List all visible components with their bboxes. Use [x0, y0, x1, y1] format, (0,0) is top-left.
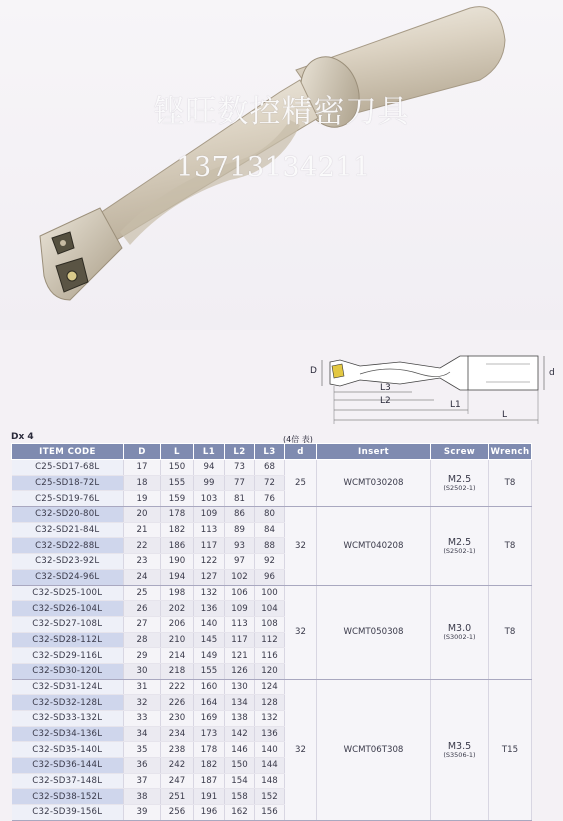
- header-L3: L3: [255, 444, 285, 460]
- L3-cell: 152: [255, 789, 285, 805]
- L2-cell: 86: [225, 507, 255, 523]
- L-cell: 182: [161, 522, 194, 538]
- L-cell: 238: [161, 742, 194, 758]
- L-cell: 222: [161, 679, 194, 695]
- L2-cell: 162: [225, 805, 255, 821]
- wrench-cell: T8: [489, 507, 532, 585]
- L1-cell: 136: [194, 601, 225, 617]
- shank-d-cell: 32: [285, 507, 317, 585]
- item-code-cell: C32-SD23-92L: [12, 554, 124, 570]
- L1-cell: 196: [194, 805, 225, 821]
- item-code-cell: C32-SD20-80L: [12, 507, 124, 523]
- D-cell: 39: [124, 805, 161, 821]
- screw-cell: [431, 460, 489, 507]
- item-code-cell: C32-SD34-136L: [12, 726, 124, 742]
- screw-size: M3.5: [447, 740, 472, 752]
- wrench-cell: T8: [489, 460, 532, 507]
- L1-cell: 127: [194, 569, 225, 585]
- L2-cell: 150: [225, 758, 255, 774]
- L-cell: 210: [161, 632, 194, 648]
- shank-d-cell: 32: [285, 679, 317, 820]
- screw-cell: [431, 507, 489, 585]
- dim-label-D: D: [310, 366, 317, 376]
- L1-cell: 113: [194, 522, 225, 538]
- L2-cell: 138: [225, 711, 255, 727]
- L1-cell: 178: [194, 742, 225, 758]
- L3-cell: 112: [255, 632, 285, 648]
- insert-cell: WCMT050308: [317, 585, 431, 679]
- L-cell: 251: [161, 789, 194, 805]
- header-D: D: [124, 444, 161, 460]
- L3-cell: 132: [255, 711, 285, 727]
- insert-cell: WCMT040208: [317, 507, 431, 585]
- L3-cell: 100: [255, 585, 285, 601]
- L3-cell: 92: [255, 554, 285, 570]
- D-cell: 28: [124, 632, 161, 648]
- shank-d-cell: 32: [285, 585, 317, 679]
- header-d: d: [285, 444, 317, 460]
- D-cell: 31: [124, 679, 161, 695]
- L2-cell: 102: [225, 569, 255, 585]
- table-row: [12, 679, 532, 695]
- L1-cell: 191: [194, 789, 225, 805]
- L3-cell: 68: [255, 460, 285, 476]
- L-cell: 202: [161, 601, 194, 617]
- L1-cell: 140: [194, 616, 225, 632]
- L-cell: 150: [161, 460, 194, 476]
- L1-cell: 145: [194, 632, 225, 648]
- item-code-cell: C25-SD19-76L: [12, 491, 124, 507]
- L1-cell: 173: [194, 726, 225, 742]
- item-code-cell: C25-SD17-68L: [12, 460, 124, 476]
- item-code-cell: C32-SD26-104L: [12, 601, 124, 617]
- header-item-code: ITEM CODE: [12, 444, 124, 460]
- shank-d-cell: 25: [285, 460, 317, 507]
- L3-cell: 140: [255, 742, 285, 758]
- L3-cell: 108: [255, 616, 285, 632]
- D-cell: 24: [124, 569, 161, 585]
- wrench-cell: T15: [489, 679, 532, 820]
- L3-cell: 136: [255, 726, 285, 742]
- D-cell: 37: [124, 773, 161, 789]
- L-cell: 247: [161, 773, 194, 789]
- D-cell: 32: [124, 695, 161, 711]
- L2-cell: 158: [225, 789, 255, 805]
- dim-label-L1: L1: [450, 400, 461, 410]
- D-cell: 29: [124, 648, 161, 664]
- item-code-cell: C32-SD36-144L: [12, 758, 124, 774]
- screw-size: M2.5: [447, 474, 472, 486]
- L3-cell: 104: [255, 601, 285, 617]
- L-cell: 206: [161, 616, 194, 632]
- L2-cell: 126: [225, 663, 255, 679]
- L3-cell: 116: [255, 648, 285, 664]
- L-cell: 256: [161, 805, 194, 821]
- screw-part-number: (S3002-1): [443, 633, 476, 642]
- L2-cell: 106: [225, 585, 255, 601]
- table-header-row: [12, 444, 532, 460]
- L-cell: 159: [161, 491, 194, 507]
- watermark-title: 铿旺数控精密刀具: [153, 94, 410, 130]
- L-cell: 218: [161, 663, 194, 679]
- screw-part-number: (S2502-1): [443, 546, 476, 555]
- L3-cell: 120: [255, 663, 285, 679]
- D-cell: 20: [124, 507, 161, 523]
- L2-cell: 93: [225, 538, 255, 554]
- series-label: Dx 4: [11, 432, 34, 442]
- header-L2: L2: [225, 444, 255, 460]
- item-code-cell: C32-SD32-128L: [12, 695, 124, 711]
- L1-cell: 187: [194, 773, 225, 789]
- item-code-cell: C32-SD22-88L: [12, 538, 124, 554]
- L-cell: 186: [161, 538, 194, 554]
- D-cell: 25: [124, 585, 161, 601]
- L3-cell: 80: [255, 507, 285, 523]
- spec-table: [11, 443, 532, 821]
- L2-cell: 81: [225, 491, 255, 507]
- L2-cell: 130: [225, 679, 255, 695]
- dim-label-L3: L3: [380, 383, 391, 393]
- dim-label-d: d: [549, 368, 555, 378]
- L2-cell: 121: [225, 648, 255, 664]
- item-code-cell: C32-SD31-124L: [12, 679, 124, 695]
- dimension-diagram: [300, 338, 562, 434]
- L1-cell: 182: [194, 758, 225, 774]
- L1-cell: 155: [194, 663, 225, 679]
- L3-cell: 124: [255, 679, 285, 695]
- screw-part-number: (S2502-1): [443, 484, 476, 493]
- D-cell: 26: [124, 601, 161, 617]
- item-code-cell: C32-SD24-96L: [12, 569, 124, 585]
- L1-cell: 122: [194, 554, 225, 570]
- product-photo: [0, 0, 563, 330]
- D-cell: 22: [124, 538, 161, 554]
- item-code-cell: C25-SD18-72L: [12, 475, 124, 491]
- D-cell: 36: [124, 758, 161, 774]
- insert-cell: WCMT030208: [317, 460, 431, 507]
- L3-cell: 96: [255, 569, 285, 585]
- item-code-cell: C32-SD30-120L: [12, 663, 124, 679]
- L2-cell: 109: [225, 601, 255, 617]
- D-cell: 33: [124, 711, 161, 727]
- L3-cell: 88: [255, 538, 285, 554]
- L1-cell: 160: [194, 679, 225, 695]
- L-cell: 194: [161, 569, 194, 585]
- item-code-cell: C32-SD35-140L: [12, 742, 124, 758]
- L1-cell: 94: [194, 460, 225, 476]
- item-code-cell: C32-SD27-108L: [12, 616, 124, 632]
- L1-cell: 109: [194, 507, 225, 523]
- L-cell: 234: [161, 726, 194, 742]
- L-cell: 198: [161, 585, 194, 601]
- L3-cell: 128: [255, 695, 285, 711]
- header-wrench: Wrench: [489, 444, 532, 460]
- L-cell: 230: [161, 711, 194, 727]
- L2-cell: 134: [225, 695, 255, 711]
- L3-cell: 72: [255, 475, 285, 491]
- L3-cell: 148: [255, 773, 285, 789]
- L2-cell: 117: [225, 632, 255, 648]
- L2-cell: 146: [225, 742, 255, 758]
- D-cell: 21: [124, 522, 161, 538]
- L1-cell: 99: [194, 475, 225, 491]
- item-code-cell: C32-SD39-156L: [12, 805, 124, 821]
- D-cell: 17: [124, 460, 161, 476]
- L-cell: 226: [161, 695, 194, 711]
- insert-cell: WCMT06T308: [317, 679, 431, 820]
- screw-cell: [431, 585, 489, 679]
- item-code-cell: C32-SD37-148L: [12, 773, 124, 789]
- L2-cell: 113: [225, 616, 255, 632]
- item-code-cell: C32-SD21-84L: [12, 522, 124, 538]
- D-cell: 35: [124, 742, 161, 758]
- D-cell: 19: [124, 491, 161, 507]
- table-row: [12, 507, 532, 523]
- L-cell: 214: [161, 648, 194, 664]
- item-code-cell: C32-SD33-132L: [12, 711, 124, 727]
- D-cell: 38: [124, 789, 161, 805]
- D-cell: 30: [124, 663, 161, 679]
- L1-cell: 149: [194, 648, 225, 664]
- D-cell: 18: [124, 475, 161, 491]
- header-L: L: [161, 444, 194, 460]
- drill-outline-icon: [300, 338, 562, 434]
- L3-cell: 144: [255, 758, 285, 774]
- table-row: [12, 460, 532, 476]
- L2-cell: 73: [225, 460, 255, 476]
- screw-size: M3.0: [447, 623, 472, 635]
- L-cell: 155: [161, 475, 194, 491]
- L3-cell: 84: [255, 522, 285, 538]
- header-screw: Screw: [431, 444, 489, 460]
- L-cell: 190: [161, 554, 194, 570]
- D-cell: 23: [124, 554, 161, 570]
- watermark-phone: 13713134211: [176, 152, 371, 183]
- dim-label-L2: L2: [380, 396, 391, 406]
- table-row: [12, 585, 532, 601]
- L3-cell: 156: [255, 805, 285, 821]
- D-cell: 34: [124, 726, 161, 742]
- header-insert: Insert: [317, 444, 431, 460]
- L1-cell: 169: [194, 711, 225, 727]
- L1-cell: 103: [194, 491, 225, 507]
- header-L1: L1: [194, 444, 225, 460]
- L2-cell: 97: [225, 554, 255, 570]
- L2-cell: 77: [225, 475, 255, 491]
- item-code-cell: C32-SD38-152L: [12, 789, 124, 805]
- L-cell: 242: [161, 758, 194, 774]
- L2-cell: 89: [225, 522, 255, 538]
- spec-table-body: [12, 460, 532, 821]
- item-code-cell: C32-SD28-112L: [12, 632, 124, 648]
- L1-cell: 117: [194, 538, 225, 554]
- L3-cell: 76: [255, 491, 285, 507]
- wrench-cell: T8: [489, 585, 532, 679]
- L2-cell: 154: [225, 773, 255, 789]
- screw-part-number: (S3506-1): [443, 750, 476, 759]
- D-cell: 27: [124, 616, 161, 632]
- dim-label-L: L: [502, 410, 508, 420]
- L-cell: 178: [161, 507, 194, 523]
- item-code-cell: C32-SD29-116L: [12, 648, 124, 664]
- screw-size: M2.5: [447, 536, 472, 548]
- L2-cell: 142: [225, 726, 255, 742]
- item-code-cell: C32-SD25-100L: [12, 585, 124, 601]
- screw-cell: [431, 679, 489, 820]
- L1-cell: 164: [194, 695, 225, 711]
- table-note: (4倍 表): [283, 435, 313, 444]
- L1-cell: 132: [194, 585, 225, 601]
